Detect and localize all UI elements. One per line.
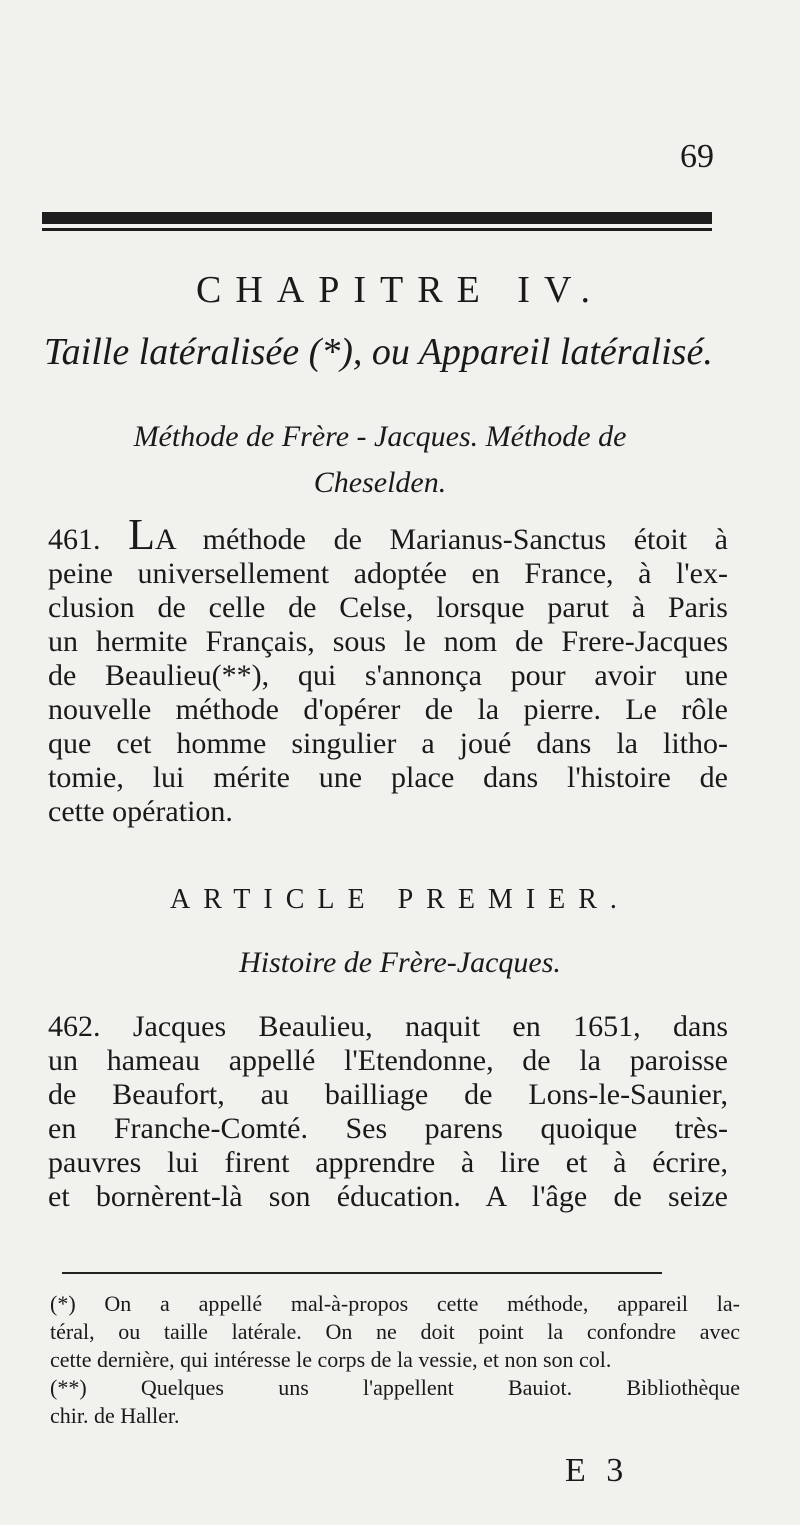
footnotes — [50, 1290, 740, 1430]
paragraph-line: nouvelle méthode d'opérer de la pierre. Le rôle — [48, 693, 728, 726]
article-title: ARTICLE PREMIER. — [170, 884, 630, 915]
paragraph-line: que cet homme singulier a joué dans la litho- — [48, 727, 728, 760]
paragraph-number: 461. — [48, 523, 129, 556]
paragraph-line: peine universellement adoptée en France, à l'ex- — [48, 557, 728, 590]
paragraph-line: tomie, lui mérite une place dans l'histoire de — [48, 761, 728, 794]
methods-line: Méthode de Frère - Jacques. Méthode de — [133, 420, 627, 453]
paragraph-461 — [48, 510, 728, 829]
paragraph-line: et bornèrent-là son éducation. A l'âge de seize — [48, 1180, 728, 1213]
footnote-rule — [62, 1272, 662, 1274]
footnote-line: cette dernière, qui intéresse le corps de la vessie, et non son col. — [50, 1347, 612, 1372]
first-line-rest: A méthode de Marianus-Sanctus étoit à — [155, 523, 728, 556]
paragraph-line: cette opération. — [48, 795, 233, 828]
paragraph-line: pauvres lui firent apprendre à lire et à écrire, — [48, 1146, 728, 1179]
chapter-subtitle: Taille latéralisée (*), ou Appareil latéralisé. — [44, 331, 713, 373]
header-rule — [42, 212, 712, 231]
methods-heading — [60, 414, 700, 506]
paragraph-line: de Beaulieu(**), qui s'annonça pour avoir une — [48, 659, 728, 692]
methods-line: Cheselden. — [313, 466, 447, 499]
signature-mark: E 3 — [565, 1452, 630, 1489]
paragraph-line: un hameau appellé l'Etendonne, de la paroisse — [48, 1044, 728, 1077]
header-rule-thin — [42, 228, 712, 231]
article-subtitle: Histoire de Frère-Jacques. — [239, 946, 561, 979]
footnote-line: chir. de Haller. — [50, 1403, 180, 1428]
paragraph-line — [48, 510, 728, 559]
footnote-line: téral, ou taille latérale. On ne doit point la confondre avec — [50, 1319, 740, 1344]
paragraph-line: un hermite Français, sous le nom de Frere-Jacques — [48, 625, 728, 658]
paragraph-line: de Beaufort, au bailliage de Lons-le-Saunier, — [48, 1078, 728, 1111]
paragraph-line: 462. Jacques Beaulieu, naquit en 1651, dans — [48, 1010, 728, 1043]
paragraph-line: en Franche-Comté. Ses parens quoique très- — [48, 1112, 728, 1145]
footnote-line: (**) Quelques uns l'appellent Bauiot. Bibliothèque — [50, 1375, 740, 1400]
footnote-line: (*) On a appellé mal-à-propos cette méthode, appareil la- — [50, 1291, 740, 1316]
drop-cap: L — [128, 510, 156, 559]
header-rule-thick — [42, 212, 712, 224]
chapter-title: CHAPITRE IV. — [196, 269, 604, 311]
paragraph-line: clusion de celle de Celse, lorsque parut à Paris — [48, 591, 728, 624]
paragraph-462 — [48, 1010, 728, 1214]
page-number: 69 — [680, 138, 714, 175]
